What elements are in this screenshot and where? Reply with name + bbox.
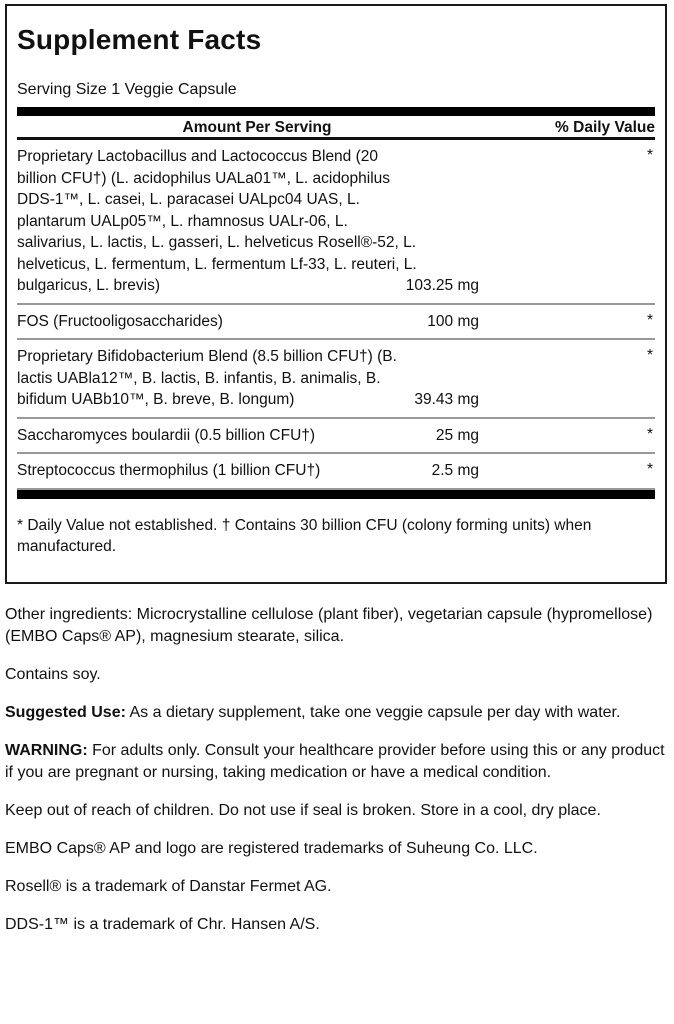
divider-bar-bottom (17, 490, 655, 499)
suggested-use-label: Suggested Use: (5, 703, 126, 721)
amount-per-serving-header: Amount Per Serving (182, 119, 332, 136)
trademark-rosell: Rosell® is a trademark of Danstar Fermet AG. (5, 877, 332, 895)
daily-value-asterisk: * (646, 461, 653, 478)
trademark-embo: EMBO Caps® AP and logo are registered trademarks of Suheung Co. LLC. (5, 839, 538, 857)
label-body-text (5, 604, 667, 936)
daily-value-asterisk: * (646, 147, 653, 164)
ingredient-amount: 103.25 mg (405, 277, 479, 294)
trademark-dds: DDS-1™ is a trademark of Chr. Hansen A/S. (5, 915, 320, 933)
supplement-row-saccharomyces (17, 419, 655, 455)
daily-value-asterisk: * (646, 425, 653, 443)
supplement-facts-panel (5, 4, 667, 584)
warning-text: For adults only. Consult your healthcare provider before using this or any product if you are pregnant or nursing, taking medication or have a medical condition. (5, 741, 665, 781)
supplement-row-fos (17, 305, 655, 341)
suggested-use (5, 702, 667, 724)
ingredient-name: Streptococcus thermophilus (1 billion CFU†) (17, 462, 321, 479)
serving-size: Serving Size 1 Veggie Capsule (17, 81, 237, 98)
other-ingredients: Other ingredients: Microcrystalline cellulose (plant fiber), vegetarian capsule (hypromellose) (EMBO Caps® AP), magnesium stearate, silica. (5, 605, 653, 645)
storage-statement: Keep out of reach of children. Do not use if seal is broken. Store in a cool, dry place. (5, 801, 601, 819)
ingredient-name: Proprietary Bifidobacterium Blend (8.5 billion CFU†) (B. lactis UABla12™, B. lactis, B. infantis, B. animalis, B. bifidum UABb10™, B. breve, B. longum) (17, 348, 397, 408)
divider-bar-top (17, 107, 655, 116)
ingredient-name: Saccharomyces boulardii (0.5 billion CFU†) (17, 426, 316, 444)
suggested-use-text: As a dietary supplement, take one veggie capsule per day with water. (125, 703, 621, 721)
ingredient-name: Proprietary Lactobacillus and Lactococcus Blend (20 billion CFU†) (L. acidophilus UALa01™, L. acidophilus DDS-1™, L. casei, L. paracasei UALpc04 UAS, L. plantarum UALp05™, L. rhamnosus UALr-06, L. salivarius, L. lactis, L. gasseri, L. helveticus Rosell®-52, L. helveticus, L. fermentum, L. fermentum Lf-33, L. reuteri, L. bulgaricus, L. brevis) (17, 148, 417, 294)
panel-title: Supplement Facts (17, 24, 262, 55)
warning (5, 740, 667, 784)
warning-label: WARNING: (5, 741, 88, 759)
supplement-row-lactobacillus-blend (17, 140, 655, 305)
supplement-row-streptococcus (17, 454, 655, 490)
ingredient-amount: 25 mg (435, 426, 479, 444)
supplement-row-bifidobacterium-blend (17, 340, 655, 419)
ingredient-amount: 2.5 mg (431, 462, 479, 479)
column-header-row (17, 116, 655, 140)
ingredient-amount: 39.43 mg (414, 391, 479, 408)
allergen-statement: Contains soy. (5, 665, 101, 683)
daily-value-footnote: * Daily Value not established. † Contains 30 billion CFU (colony forming units) when manufactured. (17, 516, 592, 555)
ingredient-amount: 100 mg (427, 312, 479, 330)
daily-value-asterisk: * (646, 311, 653, 329)
daily-value-asterisk: * (646, 347, 653, 364)
daily-value-header: % Daily Value (555, 119, 655, 136)
ingredient-name: FOS (Fructooligosaccharides) (17, 312, 223, 330)
